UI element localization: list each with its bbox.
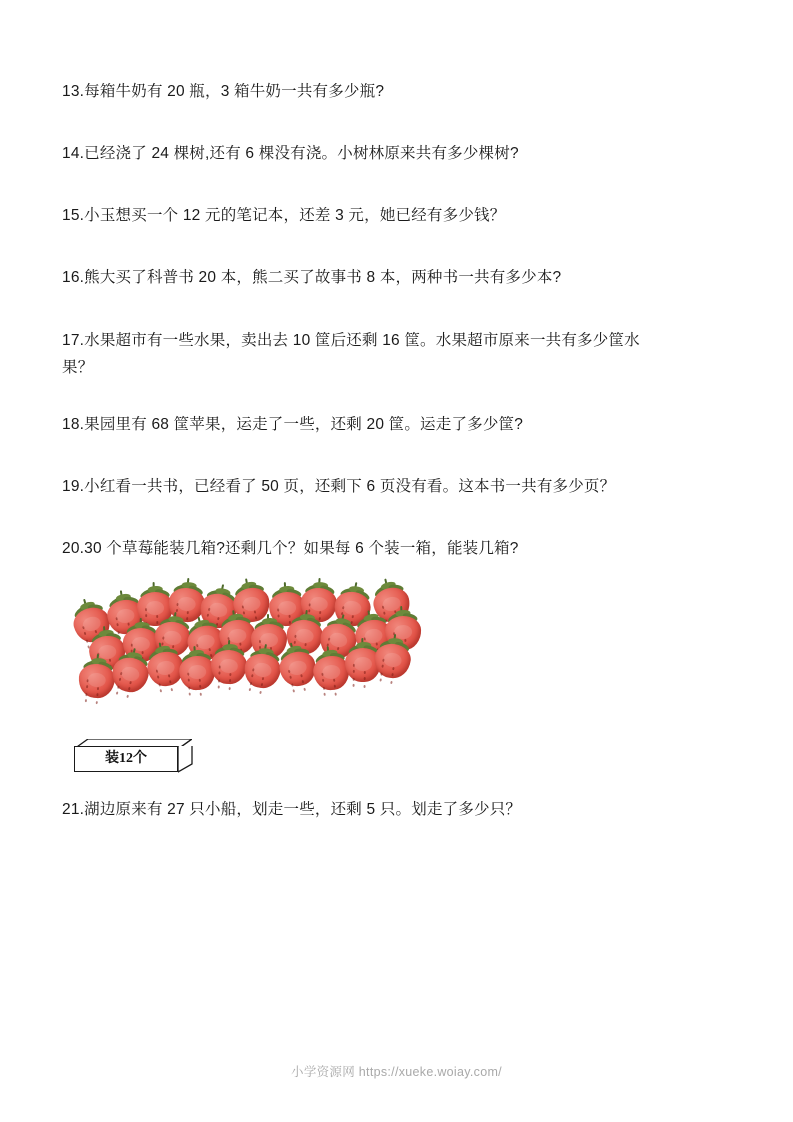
strawberry-icon [369,631,417,682]
question-21: 21.湖边原来有 27 只小船，划走一些，还剩 5 只。划走了多少只？ [62,801,522,819]
box-illustration [74,738,192,774]
question-18: 18.果园里有 68 筐苹果，运走了一些，还剩 20 筐。运走了多少筐? [62,415,524,433]
question-19: 19.小红看一共书，已经看了 50 页，还剩下 6 页没有看。这本书一共有多少页？ [62,477,616,495]
box-side-face [178,746,194,774]
strawberries-illustration [70,576,490,726]
footer-watermark: 小学资源网 https://xueke.woiay.com/ [291,1065,502,1079]
box-label: 装12个 [105,751,147,767]
question-20: 20.30 个草莓能装几箱?还剩几个？如果每 6 个装一箱，能装几箱? [62,540,519,557]
question-16: 16.熊大买了科普书 20 本，熊二买了故事书 8 本，两种书一共有多少本? [62,269,562,287]
question-15: 15.小玉想买一个 12 元的笔记本，还差 3 元，她已经有多少钱？ [62,207,506,225]
question-17: 17.水果超市有一些水果，卖出去 10 筐后还剩 16 筐。水果超市原来一共有多少筐水果？ [62,331,640,376]
question-13: 13.每箱牛奶有 20 瓶，3 箱牛奶一共有多少瓶? [62,83,385,100]
question-14: 14.已经浇了 24 棵树,还有 6 棵没有浇。小树林原来共有多少棵树? [62,145,519,163]
